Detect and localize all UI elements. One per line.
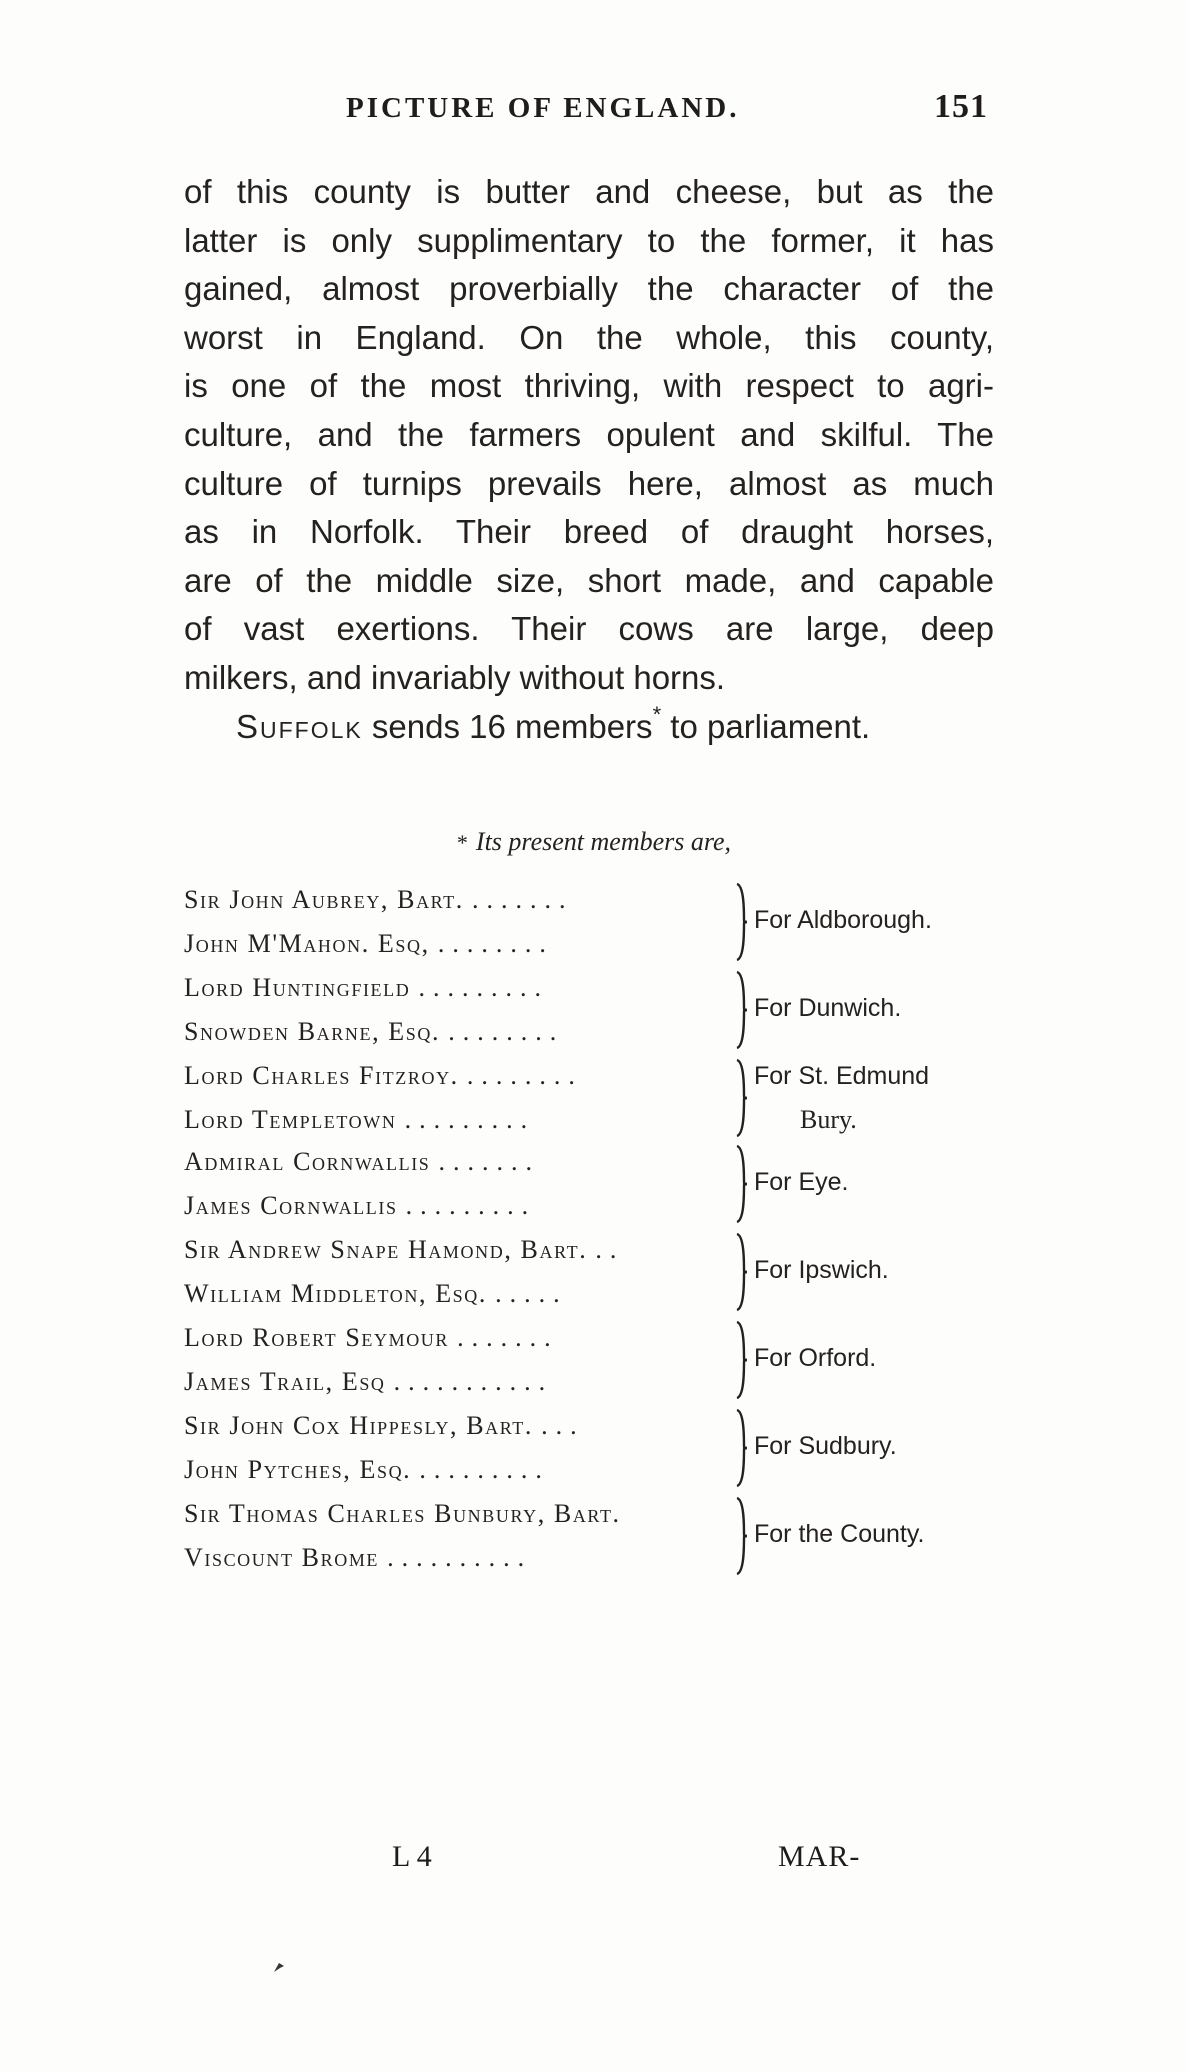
member-name: William Middleton, Esq. ..... [184, 1279, 568, 1308]
body-line: culture, and the farmers opulent and skilful. The [184, 415, 994, 453]
member-name: Lord Huntingfield ......... [184, 973, 549, 1002]
body-line: of vast exertions. Their cows are large, deep [184, 610, 994, 648]
dot-leaders: ......... [405, 1191, 537, 1220]
borough-label: For Sudbury. [754, 1432, 897, 1460]
dot-leaders: ....... [472, 885, 574, 914]
body-line: milkers, and invariably without horns. [184, 658, 726, 696]
member-group [184, 1494, 1004, 1582]
member-group [184, 880, 1004, 968]
member-name: Lord Charles Fitzroy. ........ [184, 1061, 583, 1090]
footnote-heading-text: Its present members are, [475, 827, 732, 856]
closing-middle: sends 16 members [362, 707, 653, 745]
dot-leaders: ....... [438, 1147, 541, 1176]
member-group [184, 968, 1004, 1056]
closing-end: to parliament. [661, 707, 871, 745]
member-name: John M'Mahon. Esq, ........ [184, 929, 554, 958]
member-name: Sir Thomas Charles Bunbury, Bart. [184, 1499, 621, 1528]
county-name: Suffolk [236, 707, 363, 745]
dot-leaders: ........ [437, 929, 554, 958]
brace-icon [734, 1406, 748, 1490]
brace-icon [734, 1230, 748, 1314]
dot-leaders: ......... [419, 1455, 550, 1484]
dot-leaders: ... [541, 1411, 585, 1440]
dot-leaders: .......... [387, 1543, 533, 1572]
borough-label: For Dunwich. [754, 994, 902, 1022]
body-line: of this county is butter and cheese, but as the [184, 173, 994, 210]
borough-label: For Ipswich. [754, 1256, 889, 1284]
brace-icon [734, 1318, 748, 1402]
brace-icon [734, 880, 748, 964]
closing-sentence [184, 703, 994, 752]
member-group [184, 1142, 1004, 1230]
dot-leaders: .. [595, 1235, 625, 1264]
footnote-mark: * [456, 830, 468, 855]
body-line: gained, almost proverbially the character of the [184, 270, 994, 308]
footnote-reference: * [652, 701, 662, 727]
member-name: Sir John Aubrey, Bart. ....... [184, 885, 574, 914]
body-line: culture of turnips prevails here, almost as much [184, 464, 994, 502]
member-name: James Cornwallis ......... [184, 1191, 537, 1220]
page-footer [184, 1840, 1004, 1884]
body-line: as in Norfolk. Their breed of draught horses, [184, 513, 994, 551]
member-name: Sir Andrew Snape Hamond, Bart. .. [184, 1235, 625, 1264]
member-name: Sir John Cox Hippesly, Bart. ... [184, 1411, 585, 1440]
member-group [184, 1406, 1004, 1494]
page-number: 151 [934, 88, 988, 125]
member-name: Snowden Barne, Esq. ........ [184, 1017, 565, 1046]
dot-leaders: ....... [457, 1323, 559, 1352]
body-line: is one of the most thriving, with respect to agri- [184, 367, 994, 405]
member-group [184, 1056, 1004, 1142]
borough-label: For the County. [754, 1520, 925, 1548]
dot-leaders: ........... [393, 1367, 554, 1396]
dot-leaders: ......... [418, 973, 549, 1002]
dot-leaders: ......... [404, 1105, 536, 1134]
catchword: MAR- [778, 1840, 861, 1873]
member-group [184, 1318, 1004, 1406]
ink-speck [272, 1960, 286, 1974]
borough-label-continued: Bury. [800, 1105, 857, 1134]
borough-label: For St. Edmund [754, 1062, 930, 1090]
member-name: Viscount Brome .......... [184, 1543, 533, 1572]
borough-label: For Eye. [754, 1168, 849, 1196]
body-line: worst in England. On the whole, this county, [184, 318, 994, 356]
body-line: latter is only supplimentary to the former, it has [184, 221, 994, 259]
body-line: are of the middle size, short made, and capable [184, 561, 994, 599]
borough-label: For Orford. [754, 1344, 877, 1372]
body-paragraph [184, 168, 994, 751]
footnote-heading [0, 827, 1188, 857]
member-name: James Trail, Esq ........... [184, 1367, 554, 1396]
member-name: Lord Templetown ......... [184, 1105, 536, 1134]
running-head [170, 88, 1000, 132]
dot-leaders: ..... [495, 1279, 568, 1308]
borough-label: For Aldborough. [754, 906, 932, 934]
member-group [184, 1230, 1004, 1318]
dot-leaders: ........ [466, 1061, 583, 1090]
brace-icon [734, 1056, 748, 1140]
brace-icon [734, 1494, 748, 1578]
brace-icon [734, 1142, 748, 1226]
brace-icon [734, 968, 748, 1052]
dot-leaders: ........ [448, 1017, 565, 1046]
signature-mark: L 4 [392, 1840, 432, 1873]
running-title: PICTURE OF ENGLAND. [346, 92, 740, 124]
member-name: Admiral Cornwallis ....... [184, 1147, 541, 1176]
member-name: John Pytches, Esq. ......... [184, 1455, 550, 1484]
members-list [184, 880, 1004, 1582]
member-name: Lord Robert Seymour ....... [184, 1323, 559, 1352]
